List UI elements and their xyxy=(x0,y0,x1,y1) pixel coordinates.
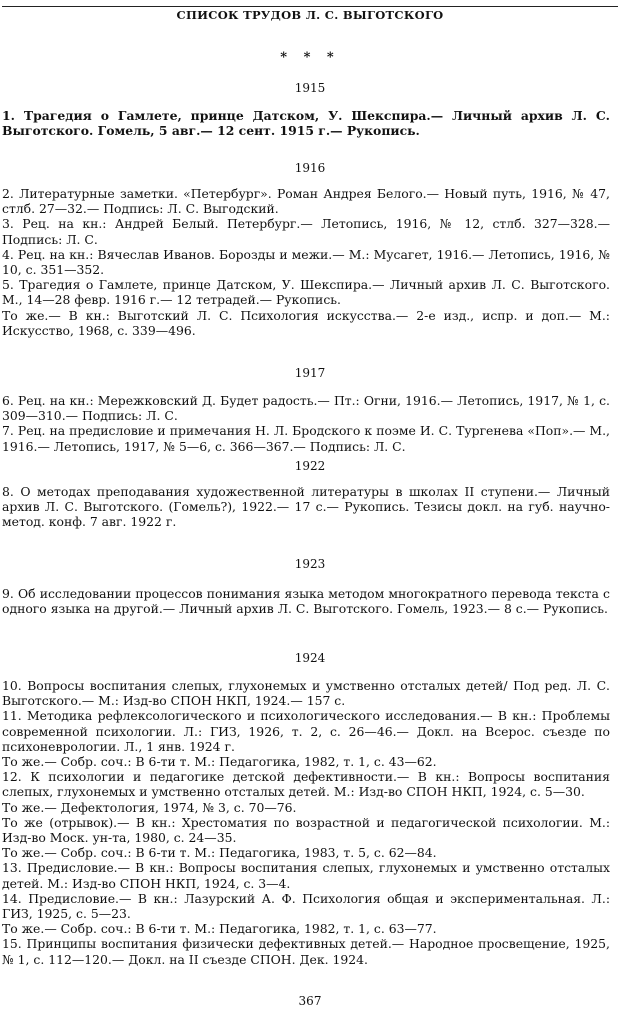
section-ornament: * * * xyxy=(280,50,340,65)
bibliography-entry: То же.— В кн.: Выготский Л. С. Психология искусства.— 2-е изд., испр. и доп.— М.: Искусство, 1968, с. 339—496. xyxy=(2,307,610,338)
year-block-1923 xyxy=(2,586,610,616)
bibliography-entry: То же (отрывок).— В кн.: Хрестоматия по возрастной и педагогической психологии. М.: Изд-во Моск. ун-та, 1980, с. 24—35. xyxy=(2,814,610,846)
year-heading-1917: 1917 xyxy=(294,366,326,380)
year-heading-1923: 1923 xyxy=(294,557,326,571)
bibliography-entry: 10. Вопросы воспитания слепых, глухонемых и умственно отсталых детей/ Под ред. Л. С. Выготского.— М.: Изд-во СПОН НКП, 1924.— 157 с. xyxy=(2,678,610,709)
bibliography-entry: То же.— Собр. соч.: В 6-ти т. М.: Педагогика, 1983, т. 5, с. 62—84. xyxy=(2,845,437,861)
page-number: 367 xyxy=(298,994,322,1008)
bibliography-entry: 7. Рец. на предисловие и примечания Н. Л. Бродского к поэме И. С. Тургенева «Поп».— М., 1916.— Летопись, 1917, № 5—6, с. 366—367.— Подпись: Л. С. xyxy=(2,423,610,454)
bibliography-entry: 2. Литературные заметки. «Петербург». Роман Андрея Белого.— Новый путь, 1916, № 47, стлб. 27—32.— Подпись: Л. С. Выгодский. xyxy=(2,186,610,217)
bibliography-entry: 5. Трагедия о Гамлете, принце Датском, У. Шекспира.— Личный архив Л. С. Выготского. М., 14—28 февр. 1916 г.— 12 тетрадей.— Рукопись. xyxy=(2,277,610,308)
bibliography-entry: 8. О методах преподавания художественной литературы в школах II ступени.— Личный архив Л. С. Выготского. (Гомель?), 1922.— 17 с.— Рукопись. Тезисы докл. на губ. научно-метод. конф. 7 авг. 1922 г. xyxy=(2,484,610,530)
bibliography-entry: 15. Принципы воспитания физически дефективных детей.— Народное просвещение, 1925, № 1, с. 112—120.— Докл. на II съезде СПОН. Дек. 1924. xyxy=(2,936,610,967)
bibliography-entry: 12. К психологии и педагогике детской дефективности.— В кн.: Вопросы воспитания слепых, глухонемых и умственно отсталых детей. М.: Изд-во СПОН НКП, 1924, с. 5—30. xyxy=(2,769,610,800)
year-block-1915 xyxy=(2,108,610,138)
bibliography-entry: 14. Предисловие.— В кн.: Лазурский А. Ф. Психология общая и экспериментальная. Л.: ГИЗ, 1925, с. 5—23. xyxy=(2,890,610,922)
bibliography-entry: То же.— Собр. соч.: В 6-ти т. М.: Педагогика, 1982, т. 1, с. 63—77. xyxy=(2,921,437,937)
year-heading-1922: 1922 xyxy=(294,459,326,473)
year-block-1922 xyxy=(2,484,610,530)
bibliography-entry: 13. Предисловие.— В кн.: Вопросы воспитания слепых, глухонемых и умственно отсталых детей. М.: Изд-во СПОН НКП, 1924, с. 3—4. xyxy=(2,860,610,891)
top-rule xyxy=(2,6,618,7)
bibliography-entry: 9. Об исследовании процессов понимания языка методом многократного перевода текста с одного языка на другой.— Личный архив Л. С. Выготского. Гомель, 1923.— 8 с.— Рукопись. xyxy=(2,586,610,617)
bibliography-entry: 3. Рец. на кн.: Андрей Белый. Петербург.— Летопись, 1916, № 12, стлб. 327—328.— Подпись: Л. С. xyxy=(2,216,610,247)
year-heading-1924: 1924 xyxy=(294,651,326,665)
bibliography-entry: То же.— Собр. соч.: В 6-ти т. М.: Педагогика, 1982, т. 1, с. 43—62. xyxy=(2,754,437,770)
year-block-1917 xyxy=(2,393,610,454)
year-heading-1915: 1915 xyxy=(294,81,326,95)
bibliography-entry: 11. Методика рефлексологического и психологического исследования.— В кн.: Проблемы современной психологии. Л.: ГИЗ, 1926, т. 2, с. 26—46.— Докл. на Всерос. съезде по психоневрологии. Л., 1 янв. 1924 г. xyxy=(2,708,610,754)
year-block-1916 xyxy=(2,186,610,338)
bibliography-entry: 6. Рец. на кн.: Мережковский Д. Будет радость.— Пт.: Огни, 1916.— Летопись, 1917, № 1, с. 309—310.— Подпись: Л. С. xyxy=(2,393,610,424)
year-block-1924 xyxy=(2,678,610,967)
bibliography-entry: 4. Рец. на кн.: Вячеслав Иванов. Борозды и межи.— М.: Мусагет, 1916.— Летопись, 1916, № 10, с. 351—352. xyxy=(2,246,610,278)
bibliography-entry: 1. Трагедия о Гамлете, принце Датском, У. Шекспира.— Личный архив Л. С. Выготского. Гомель, 5 авг.— 12 сент. 1915 г.— Рукопись. xyxy=(2,108,610,139)
running-title: СПИСОК ТРУДОВ Л. С. ВЫГОТСКОГО xyxy=(176,8,444,22)
bibliography-entry: То же.— Дефектология, 1974, № 3, с. 70—76. xyxy=(2,799,297,815)
year-heading-1916: 1916 xyxy=(294,161,326,175)
